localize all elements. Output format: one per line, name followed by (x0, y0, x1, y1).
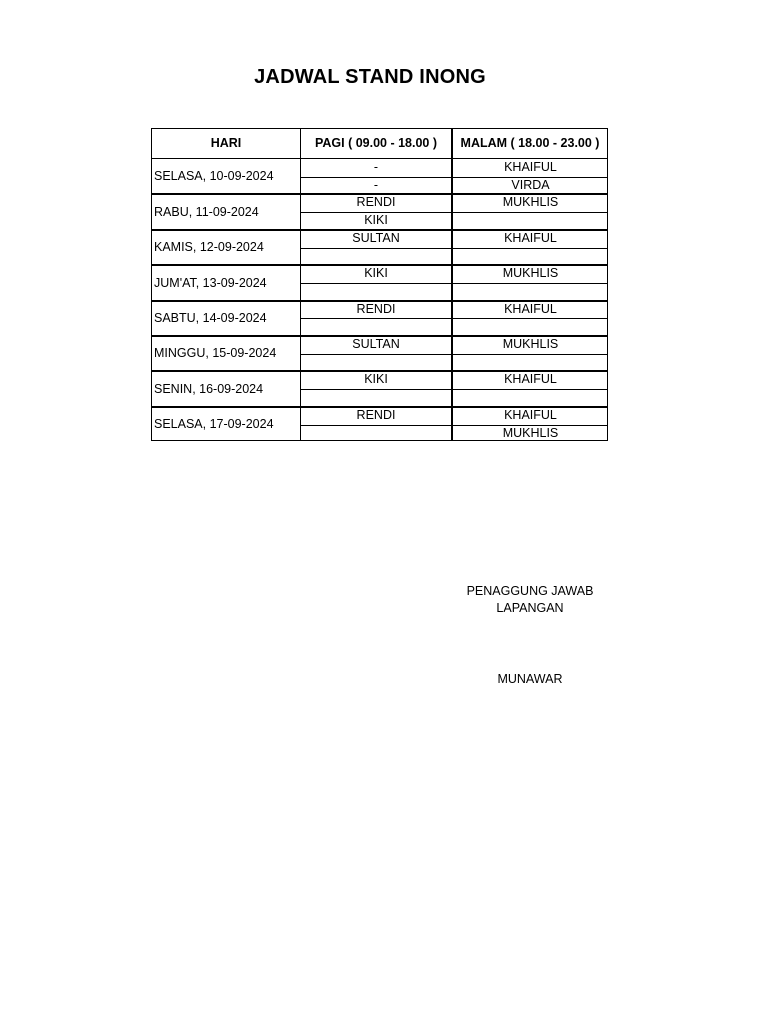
day-cell: SENIN, 16-09-2024 (154, 381, 264, 396)
evening-shift-cell: MUKHLIS (502, 266, 559, 281)
morning-shift-cell: KIKI (364, 213, 388, 228)
signature-name: MUNAWAR (497, 672, 563, 686)
signature-role-line2: LAPANGAN (496, 601, 564, 615)
sub-row-divider (300, 389, 607, 390)
day-cell: SABTU, 14-09-2024 (154, 311, 267, 326)
evening-shift-cell (453, 212, 608, 230)
morning-shift-cell: RENDI (356, 407, 396, 422)
evening-shift-cell: KHAIFUL (504, 301, 557, 316)
morning-shift-cell: RENDI (356, 195, 396, 210)
schedule-table (151, 128, 608, 441)
morning-shift-cell (301, 354, 451, 372)
morning-shift-cell: SULTAN (352, 337, 400, 351)
morning-shift-cell: RENDI (356, 301, 396, 316)
sub-row-divider (300, 425, 607, 426)
morning-shift-cell (301, 283, 451, 301)
sub-row-divider (300, 354, 607, 355)
evening-shift-cell: KHAIFUL (504, 230, 557, 245)
evening-shift-cell (453, 354, 608, 372)
morning-shift-cell (301, 389, 451, 407)
day-cell: SELASA, 17-09-2024 (154, 417, 274, 432)
morning-shift-cell: KIKI (364, 266, 388, 281)
header-evening: MALAM ( 18.00 - 23.00 ) (460, 136, 600, 151)
signature-block (450, 583, 610, 617)
evening-shift-cell: KHAIFUL (504, 407, 557, 422)
evening-shift-cell: KHAIFUL (504, 372, 557, 387)
day-cell: MINGGU, 15-09-2024 (154, 346, 277, 361)
evening-shift-cell (453, 318, 608, 336)
evening-shift-cell: MUKHLIS (502, 425, 559, 440)
evening-shift-cell: KHAIFUL (504, 160, 557, 174)
evening-shift-cell (453, 248, 608, 266)
day-cell: RABU, 11-09-2024 (154, 204, 259, 219)
morning-shift-cell: - (373, 160, 379, 174)
morning-shift-cell: KIKI (364, 372, 388, 387)
evening-shift-cell (453, 283, 608, 301)
evening-shift-cell: VIRDA (511, 177, 550, 192)
header-morning: PAGI ( 09.00 - 18.00 ) (314, 136, 438, 151)
morning-shift-cell (301, 425, 451, 443)
sub-row-divider (300, 283, 607, 284)
sub-row-divider (300, 318, 607, 319)
day-cell: KAMIS, 12-09-2024 (154, 240, 264, 255)
signature-role-line1: PENAGGUNG JAWAB (466, 584, 594, 598)
morning-shift-cell (301, 248, 451, 266)
sub-row-divider (300, 177, 607, 178)
morning-shift-cell (301, 318, 451, 336)
morning-shift-cell: SULTAN (352, 230, 400, 245)
day-cell: SELASA, 10-09-2024 (154, 169, 274, 184)
sub-row-divider (300, 212, 607, 213)
day-cell: JUM'AT, 13-09-2024 (154, 275, 267, 290)
morning-shift-cell: - (373, 177, 379, 192)
header-day: HARI (210, 136, 242, 151)
evening-shift-cell: MUKHLIS (502, 337, 559, 351)
evening-shift-cell (453, 389, 608, 407)
sub-row-divider (300, 248, 607, 249)
evening-shift-cell: MUKHLIS (502, 195, 559, 210)
page-title: JADWAL STAND INONG (254, 66, 486, 88)
